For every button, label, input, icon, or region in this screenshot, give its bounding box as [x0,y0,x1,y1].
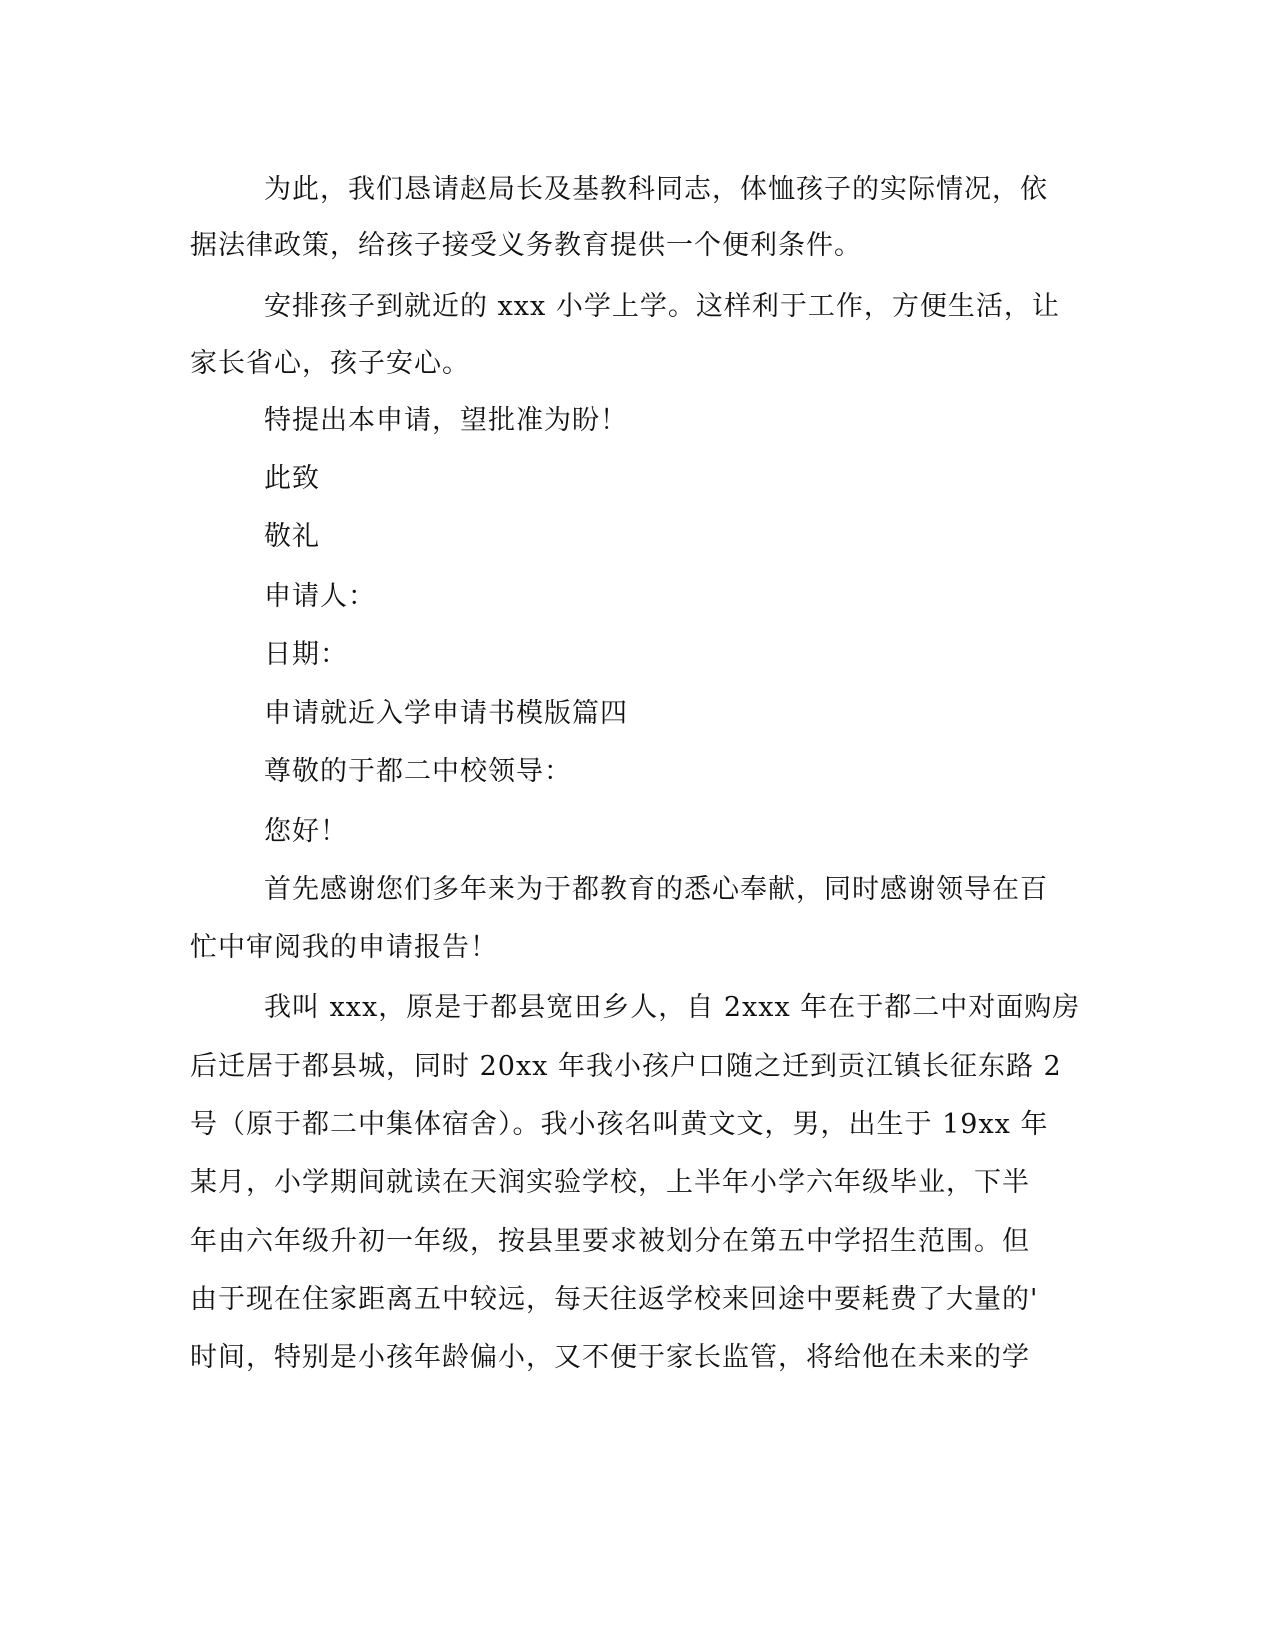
paragraph-line: 为此，我们恳请赵局长及基教科同志，体恤孩子的实际情况，依 [264,174,1048,205]
applicant-label: 申请人： [264,581,376,612]
paragraph-line: 首先感谢您们多年来为于都教育的悉心奉献，同时感谢领导在百 [264,874,1048,905]
paragraph-line: 安排孩子到就近的 xxx 小学上学。这样利于工作，方便生活，让 [264,291,1060,322]
paragraph-line: 家长省心，孩子安心。 [190,348,470,379]
paragraph-line: 时间，特别是小孩年龄偏小，又不便于家长监管，将给他在未来的学 [190,1342,1030,1373]
closing-line: 此致 [264,463,320,494]
paragraph-line: 特提出本申请，望批准为盼！ [264,405,628,436]
paragraph-line: 我叫 xxx，原是于都县宽田乡人，自 2xxx 年在于都二中对面购房 [264,992,1081,1023]
greeting-line: 您好！ [264,816,348,847]
addressee-line: 尊敬的于都二中校领导： [264,756,572,787]
paragraph-line: 后迁居于都县城，同时 20xx 年我小孩户口随之迁到贡江镇长征东路 2 [190,1051,1062,1082]
paragraph-line: 由于现在住家距离五中较远，每天往返学校来回途中要耗费了大量的' [190,1284,1039,1315]
section-heading: 申请就近入学申请书模版篇四 [264,698,628,729]
date-label: 日期： [264,639,348,670]
paragraph-line: 年由六年级升初一年级，按县里要求被划分在第五中学招生范围。但 [190,1226,1030,1257]
paragraph-line: 忙中审阅我的申请报告！ [190,932,498,963]
paragraph-line: 号（原于都二中集体宿舍）。我小孩名叫黄文文，男，出生于 19xx 年 [190,1109,1049,1140]
paragraph-line: 据法律政策，给孩子接受义务教育提供一个便利条件。 [190,230,862,261]
paragraph-line: 某月，小学期间就读在天润实验学校，上半年小学六年级毕业，下半 [190,1167,1030,1198]
salutation-line: 敬礼 [264,521,320,552]
